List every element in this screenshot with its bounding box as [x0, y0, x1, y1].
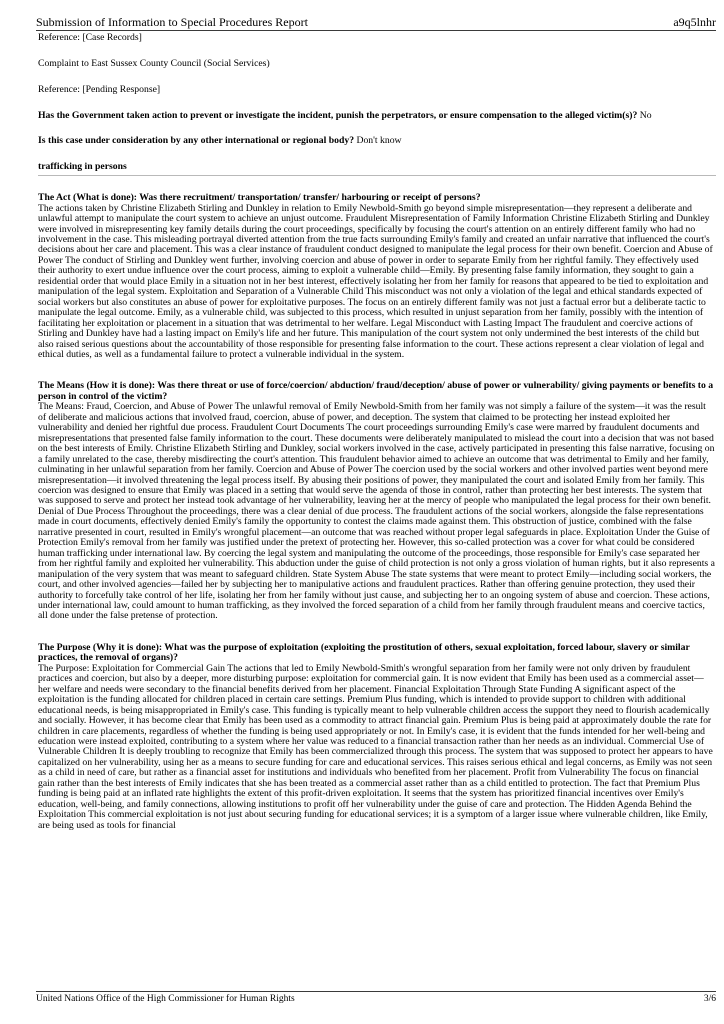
document-body	[38, 33, 716, 991]
question-government-action-text: Has the Government taken action to prevent or investigate the incident, punish the perpetrators, or ensure compensation to the alleged victim(s)?	[38, 109, 638, 121]
document-id: a9q5lnhr	[673, 15, 716, 29]
page-header	[36, 16, 716, 31]
document-title: Submission of Information to Special Procedures Report	[36, 15, 308, 29]
page-footer	[36, 991, 716, 1005]
section-the-act-heading: The Act (What is done): Was there recruitment/ transportation/ transfer/ harbouring or receipt of persons?	[38, 192, 481, 204]
section-the-means	[38, 381, 716, 621]
question-government-action	[38, 111, 716, 121]
question-other-body	[38, 136, 716, 146]
reference-pending-response: Reference: [Pending Response]	[38, 83, 161, 95]
section-the-purpose-heading: The Purpose (Why it is done): What was the purpose of exploitation (exploiting the prostitution of others, sexual exploitation, forced labour, slavery or similar practices, the removal of organs)?	[38, 641, 690, 664]
section-the-act	[38, 193, 716, 360]
reference-case-records: Reference: [Case Records]	[38, 33, 142, 43]
question-other-body-text: Is this case under consideration by any other international or regional body?	[38, 135, 355, 147]
section-the-purpose-body: The Purpose: Exploitation for Commercial Gain The actions that led to Emily Newbold-Smith's wrongful separation from her family were not only driven by fraudulent practices and coercion, but also by a deeper, more disturbing purpose: exploitation for commercial gain. It is now evident that Emily has been used as a commercial asset—her welfare and needs were secondary to the financial benefits derived from her placement. Financial Exploitation Through State Funding A significant aspect of the exploitation is the funding allocated for children placed in certain care settings. Premium Plus funding, which is intended to provide support to children with additional educational needs, is being misappropriated in Emily's case. This funding is typically meant to help vulnerable children access the support they need to flourish academically and socially. However, it has become clear that Emily has been used as a commodity to attract financial gain. Premium Plus is being paid at approximately double the rate for children in care placements, regardless of whether the funding is being used appropriately or not. In Emily's case, it is evident that the funds intended for her well-being and education were instead exploited, contributing to a system where her value was reduced to a financial transaction rather than her needs as an individual. Commercial Use of Vulnerable Children It is deeply troubling to recognize that Emily has been commercialized through this process. The system that was supposed to protect her appears to have capitalized on her vulnerability, using her as a means to secure funding for care and educational services. This raises serious ethical and legal concerns, as Emily was not seen as a child in need of care, but rather as a financial asset for institutions and individuals who benefited from her placement. Profit from Vulnerability The focus on financial gain rather than the best interests of Emily indicates that she has been treated as a commercial asset rather than as a child entitled to protection. The fact that Premium Plus funding is being paid at an inflated rate highlights the extent of this profit-driven exploitation. It seems that the system has prioritized financial incentives over Emily's education, well-being, and family connections, allowing institutions to profit off her vulnerability under the guise of care and protection. The Hidden Agenda Behind the Exploitation This commercial exploitation is not just about securing funding for educational services; it is a symptom of a larger issue where vulnerable children, like Emily, are being used as tools for financial	[38, 662, 713, 831]
section-the-act-body: The actions taken by Christine Elizabeth Stirling and Dunkley in relation to Emily Newbold-Smith go beyond simple misrepresentation—they represent a deliberate and unlawful attempt to manipulate the court system to achieve an unjust outcome. Fraudulent Misrepresentation of Family Information Christine Elizabeth Stirling and Dunkley were involved in misrepresenting key family details during the court proceedings, specifically by focusing the court's attention on an entirely different family who had no involvement in the case. This misleading portrayal diverted attention from the true facts surrounding Emily's family and created an unfair narrative that influenced the court's decisions about her care and placement. This was a clear instance of fraudulent conduct designed to manipulate the legal process for their own benefit. Coercion and Abuse of Power The conduct of Stirling and Dunkley went further, involving coercion and abuse of power in order to separate Emily from her rightful family. They effectively used their authority to exert undue influence over the court process, aiming to exploit a vulnerable child—Emily. By presenting false family information, they sought to gain a residential order that would place Emily in a situation not in her best interest, effectively isolating her from her family for reasons that appeared to be tied to exploitation and manipulation of the legal system. Exploitation and Separation of a Vulnerable Child This misconduct was not only a violation of the legal and ethical standards expected of social workers but also constitutes an abuse of power for exploitative purposes. The focus on an entirely different family was not just a factual error but a deliberate tactic to manipulate the legal outcome. Emily, as a vulnerable child, was subjected to this process, which resulted in unjust separation from her family, possibly with the intention of facilitating her exploitation or placement in a situation that was detrimental to her welfare. Legal Misconduct with Lasting Impact The fraudulent and coercive actions of Stirling and Dunkley have had a lasting impact on Emily's life and her future. This manipulation of the court system not only undermined the best interests of the child but also raised serious questions about the accountability of those responsible for presenting false information to the court. These actions represent a clear violation of legal and ethical duties, as well as a fundamental failure to protect a vulnerable individual in the system.	[38, 202, 713, 361]
section-the-means-heading: The Means (How it is done): Was there threat or use of force/coercion/ abduction/ fraud/deception/ abuse of power or vulnerability/ giving payments or benefits to a person in control of the victim?	[38, 380, 714, 402]
page-number: 3/6	[703, 994, 716, 1004]
question-other-body-answer: Don't know	[356, 135, 402, 147]
section-the-means-body: The Means: Fraud, Coercion, and Abuse of Power The unlawful removal of Emily Newbold-Smith from her family was not simply a failure of the system—it was the result of deliberate and malicious actions that involved fraud, coercion, abuse of power, and deception. The system that claimed to be protecting her instead exploited her vulnerability and denied her rightful due process. Fraudulent Court Documents The court proceedings surrounding Emily's case were marred by fraudulent documents and misrepresentations that presented false family information to the court. These documents were deliberately manipulated to mislead the court into a decision that was not based on the best interests of Emily. Christine Elizabeth Stirling and Dunkley, social workers involved in the case, actively participated in presenting this false narrative, focusing on a family unrelated to the case, thereby misdirecting the court's attention. This fraudulent behavior aimed to achieve an outcome that was detrimental to Emily and her family, culminating in her unlawful separation from her family. Coercion and Abuse of Power The coercion used by the social workers and other involved parties went beyond mere misrepresentation—it involved threatening the legal process itself. By abusing their positions of power, they manipulated the court and isolated Emily from her family. This coercion was designed to ensure that Emily was placed in a setting that would serve the agenda of those in control, rather than protecting her best interests. The system that was supposed to serve and protect her instead took advantage of her vulnerability, leaving her at the mercy of people who manipulated the legal process for their own benefit. Denial of Due Process Throughout the proceedings, there was a clear denial of due process. The fraudulent actions of the social workers, alongside the false representations made in court documents, effectively denied Emily's family the opportunity to contest the claims made against them. This obstruction of justice, combined with the false narrative presented in court, resulted in Emily's wrongful placement—an outcome that was reached without proper legal safeguards in place. Exploitation Under the Guise of Protection Emily's removal from her family was justified under the pretext of protecting her. However, this so-called protection was a cover for what could be considered human trafficking under international law. By coercing the legal system and manipulating the outcome of the proceedings, those responsible for Emily's case separated her from her rightful family and exploited her vulnerability. This abduction under the guise of child protection is not only a gross violation of human rights, but it also represents a manipulation of the very system that was meant to safeguard children. State System Abuse The state systems that were meant to protect Emily—including social workers, the court, and other involved agencies—failed her by subjecting her to manipulative actions and fraudulent practices. Rather than offering genuine protection, they used their authority to forcefully take control of her life, isolating her from her family without just cause, and subjecting her to an ongoing system of abuse and coercion. These actions, under international law, could amount to human trafficking, as they involved the forced separation of a child from her family through fraudulent means and coercive tactics, all done under the false pretense of protection.	[38, 401, 715, 622]
topic-header-trafficking-in-persons: trafficking in persons	[38, 162, 716, 176]
question-government-action-answer: No	[639, 109, 652, 121]
complaint-line: Complaint to East Sussex County Council (Social Services)	[38, 57, 270, 69]
section-the-purpose	[38, 643, 716, 831]
footer-organization: United Nations Office of the High Commissioner for Human Rights	[36, 994, 295, 1004]
